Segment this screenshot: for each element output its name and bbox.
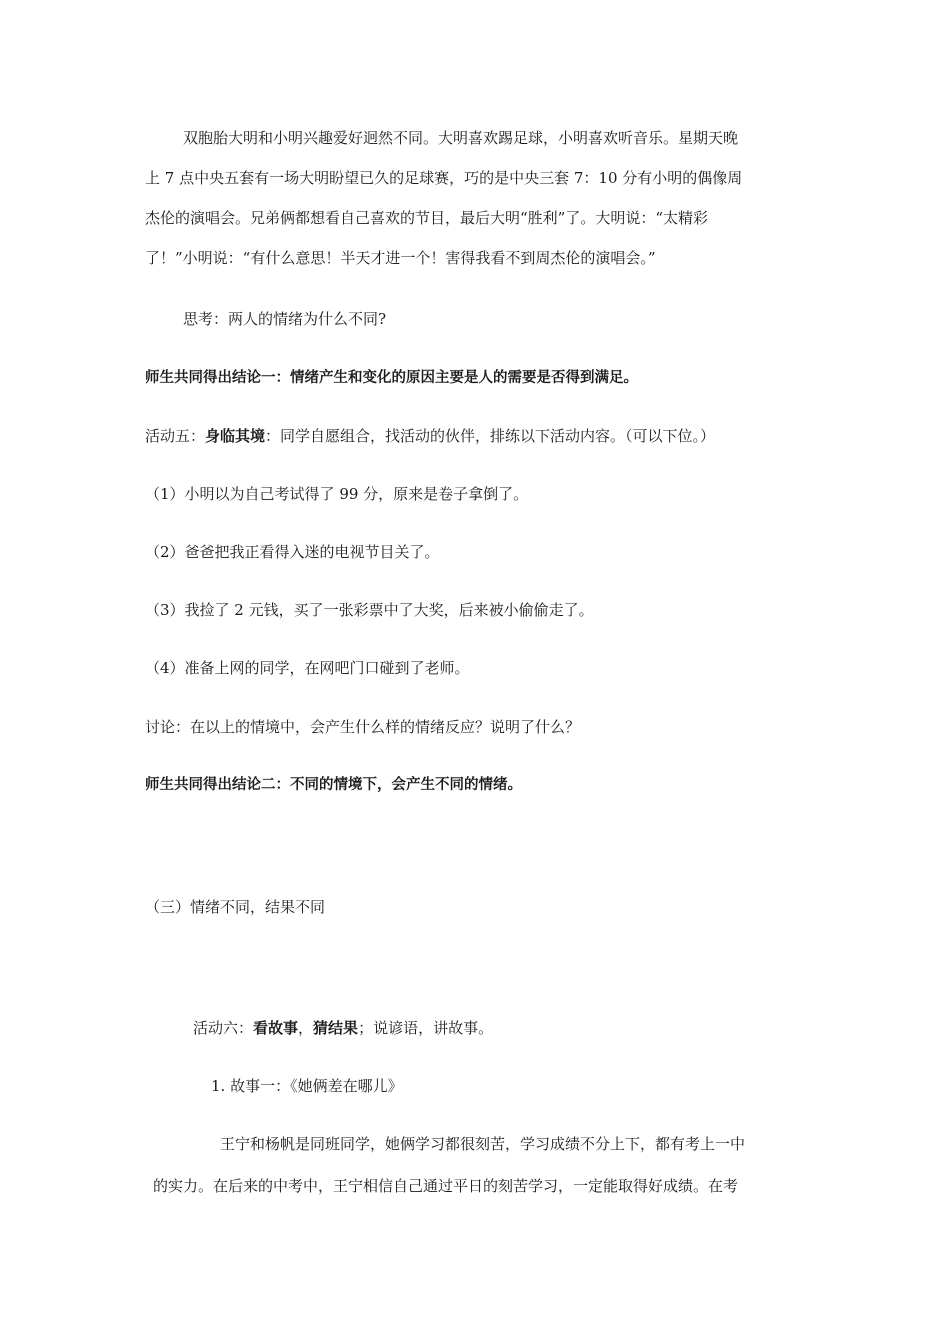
conclusion-two: 师生共同得出结论二：不同的情境下，会产生不同的情绪。 [145, 777, 522, 793]
activity-six [193, 1018, 493, 1038]
story-line-1: 王宁和杨帆是同班同学，她俩学习都很刻苦，学习成绩不分上下，都有考上一中 [220, 1135, 746, 1153]
story-one-title: 1. 故事一：《她俩差在哪儿》 [211, 1077, 403, 1095]
activity-six-rest: ；说谚语，讲故事。 [358, 1019, 494, 1037]
activity-six-sep: ， [298, 1019, 314, 1037]
intro-line-4: 了！”小明说：“有什么意思！半天才进一个！害得我看不到周杰伦的演唱会。” [145, 249, 656, 267]
activity-five-title: 身临其境 [205, 427, 266, 445]
story-line-2: 的实力。在后来的中考中，王宁相信自己通过平日的刻苦学习，一定能取得好成绩。在考 [153, 1177, 739, 1195]
scenario-item: （1）小明以为自己考试得了 99 分，原来是卷子拿倒了。 [145, 485, 529, 503]
discussion: 讨论：在以上的情境中，会产生什么样的情绪反应？说明了什么？ [145, 718, 581, 736]
think-question: 思考：两人的情绪为什么不同? [183, 310, 387, 328]
intro-line-1: 双胞胎大明和小明兴趣爱好迥然不同。大明喜欢踢足球，小明喜欢听音乐。星期天晚 [183, 129, 739, 147]
activity-five-prefix: 活动五： [145, 427, 206, 445]
section-three-heading: （三）情绪不同，结果不同 [145, 898, 326, 916]
activity-six-prefix: 活动六： [193, 1019, 254, 1037]
activity-five-text: ：同学自愿组合，找活动的伙伴，排练以下活动内容。（可以下位。） [265, 427, 716, 445]
activity-six-bold-a: 看故事 [253, 1019, 299, 1037]
activity-five [145, 426, 715, 446]
activity-six-bold-b: 猜结果 [313, 1019, 359, 1037]
scenario-item: （2）爸爸把我正看得入迷的电视节目关了。 [145, 543, 440, 561]
intro-line-3: 杰伦的演唱会。兄弟俩都想看自己喜欢的节目，最后大明“胜利”了。大明说：“太精彩 [145, 209, 709, 227]
intro-line-2: 上 7 点中央五套有一场大明盼望已久的足球赛，巧的是中央三套 7：10 分有小明的偶像周 [145, 169, 743, 187]
conclusion-one: 师生共同得出结论一：情绪产生和变化的原因主要是人的需要是否得到满足。 [145, 370, 638, 386]
scenario-item: （3）我捡了 2 元钱，买了一张彩票中了大奖，后来被小偷偷走了。 [145, 601, 594, 619]
scenario-item: （4）准备上网的同学，在网吧门口碰到了老师。 [145, 659, 470, 677]
